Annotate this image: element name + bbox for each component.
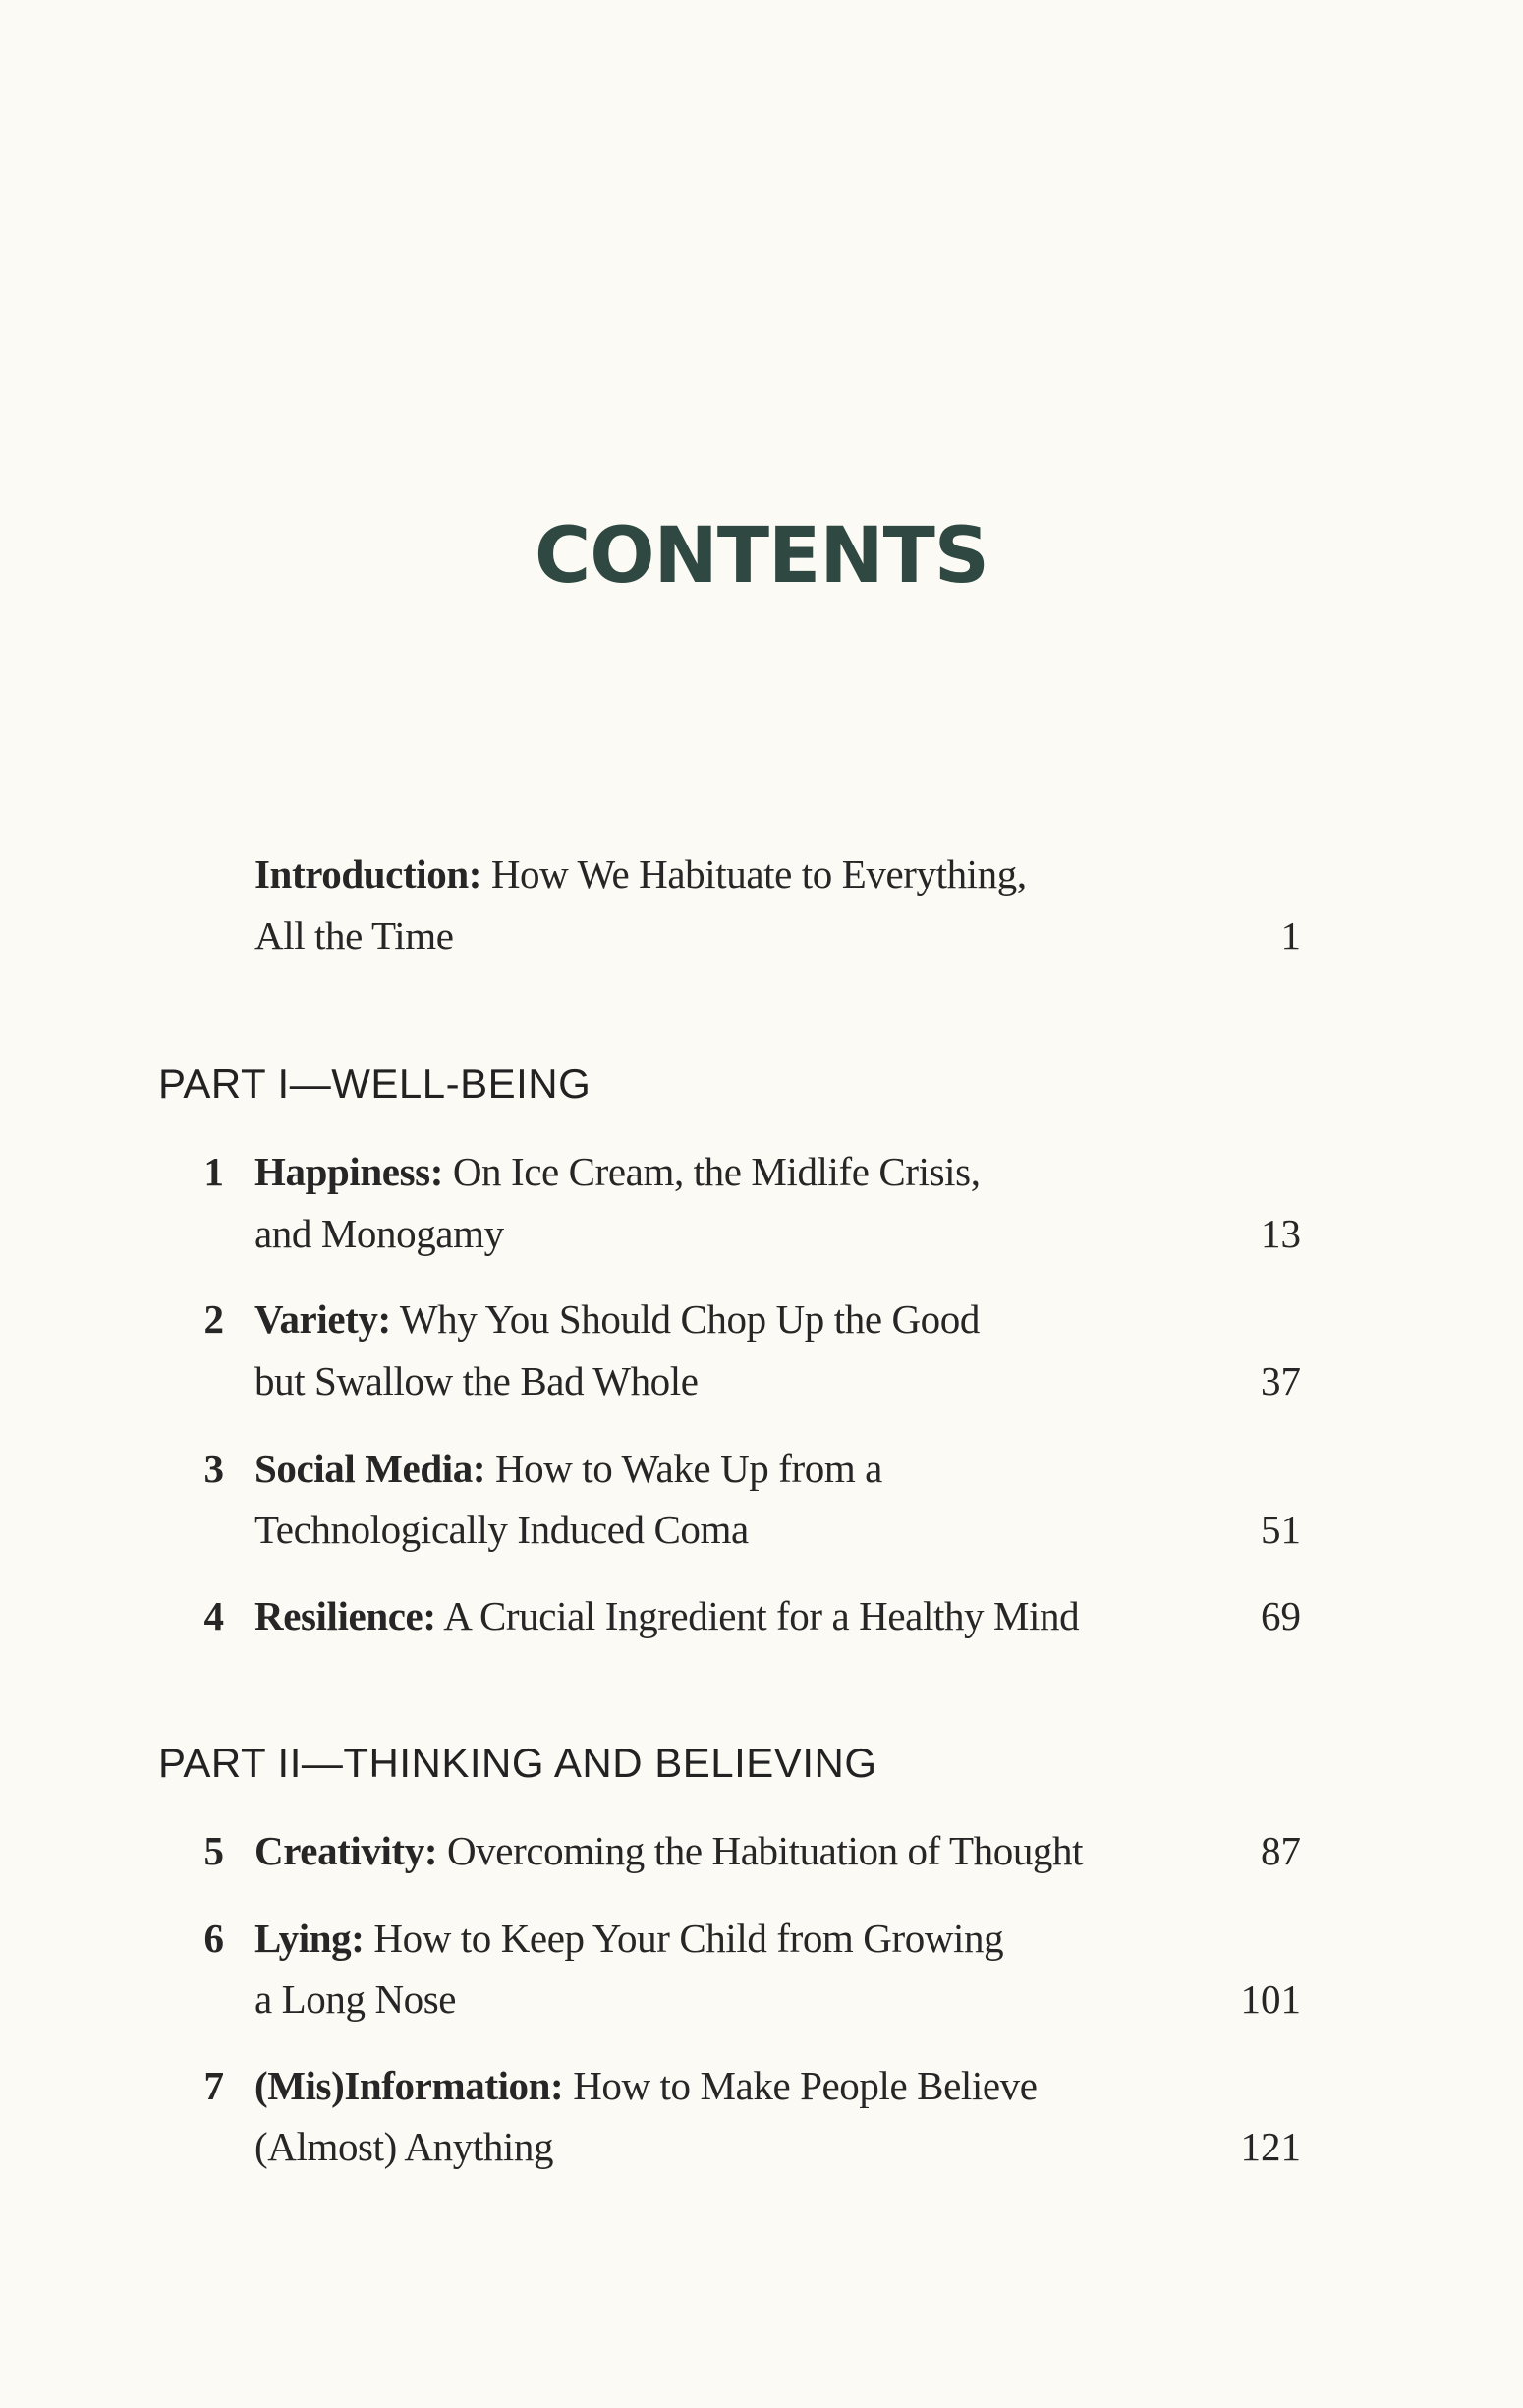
- entry-label: Social Media:: [254, 1446, 486, 1491]
- entry-line: [254, 1819, 1083, 1882]
- chapter-number: 1: [203, 1149, 224, 1194]
- part-heading: PART II—THINKING AND BELIEVING: [158, 1740, 877, 1786]
- entry-label: Resilience:: [254, 1593, 436, 1638]
- entry-text: How We Habituate to Everything,: [490, 851, 1027, 896]
- chapter-number: 2: [203, 1296, 224, 1342]
- entry-text: How to Wake Up from a: [494, 1446, 882, 1491]
- page-number: 13: [1261, 1211, 1301, 1256]
- entry-label: Happiness:: [254, 1149, 443, 1194]
- part-heading: PART I—WELL-BEING: [158, 1061, 592, 1107]
- entry-text-cont: and Monogamy: [254, 1211, 504, 1256]
- entry-text-cont: a Long Nose: [254, 1977, 457, 2022]
- entry-label: Introduction:: [254, 851, 481, 896]
- entry-line: [254, 842, 1027, 905]
- entry-text-cont: All the Time: [254, 913, 454, 958]
- page-number: 69: [1261, 1593, 1301, 1638]
- entry-line: [254, 1584, 1079, 1647]
- entry-line: [254, 2054, 1038, 2117]
- chapter-number: 5: [203, 1828, 224, 1873]
- chapter-number: 3: [203, 1446, 224, 1491]
- page-title: CONTENTS: [535, 512, 988, 601]
- chapter-number: 7: [203, 2063, 224, 2108]
- entry-label: Lying:: [254, 1916, 365, 1961]
- entry-text: On Ice Cream, the Midlife Crisis,: [452, 1149, 981, 1194]
- entry-line: [254, 1140, 981, 1203]
- page-number: 87: [1261, 1828, 1301, 1873]
- entry-text-cont: but Swallow the Bad Whole: [254, 1358, 699, 1404]
- chapter-number: 4: [203, 1593, 224, 1638]
- entry-text: A Crucial Ingredient for a Healthy Mind: [443, 1593, 1080, 1638]
- chapter-number: 6: [203, 1916, 224, 1961]
- entry-label: (Mis)Information:: [254, 2063, 564, 2108]
- entry-line: [254, 1907, 1003, 1970]
- entry-text: Overcoming the Habituation of Thought: [446, 1828, 1084, 1873]
- page-number: 101: [1240, 1977, 1301, 2022]
- entry-line: [254, 1288, 980, 1350]
- entry-text-cont: Technologically Induced Coma: [254, 1507, 749, 1552]
- entry-text: How to Keep Your Child from Growing: [373, 1916, 1004, 1961]
- entry-label: Creativity:: [254, 1828, 438, 1873]
- entry-text: How to Make People Believe: [573, 2063, 1038, 2108]
- page-number: 1: [1280, 913, 1301, 958]
- entry-text: Why You Should Chop Up the Good: [399, 1296, 980, 1342]
- entry-text-cont: (Almost) Anything: [254, 2124, 554, 2169]
- entry-label: Variety:: [254, 1296, 391, 1342]
- page-number: 51: [1261, 1507, 1301, 1552]
- page-number: 121: [1240, 2124, 1301, 2169]
- page-number: 37: [1261, 1358, 1301, 1404]
- entry-line: [254, 1437, 882, 1500]
